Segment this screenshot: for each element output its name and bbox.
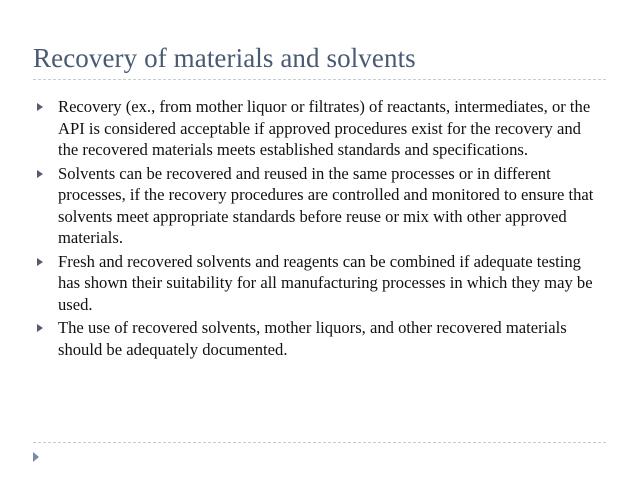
bullet-text: Recovery (ex., from mother liquor or filtrates) of reactants, intermediates, or the API is considered acceptable if approved procedures exist for the recovery and the recovered materials meets established standards and specifications. — [58, 97, 591, 159]
triangle-bullet-icon — [37, 103, 43, 111]
bullet-item — [36, 96, 596, 161]
footer-divider — [33, 442, 606, 443]
bullet-text: Solvents can be recovered and reused in the same processes or in different processes, if the recovery procedures are controlled and monitored to ensure that solvents meet appropriate standards before reuse or mix with other approved materials. — [58, 163, 594, 247]
bullet-item — [36, 251, 596, 316]
bullet-item — [36, 163, 596, 249]
triangle-bullet-icon — [37, 324, 43, 332]
triangle-corner-icon — [33, 452, 39, 462]
triangle-bullet-icon — [37, 170, 43, 178]
title-divider — [33, 79, 606, 80]
bullet-text: Fresh and recovered solvents and reagents can be combined if adequate testing has shown their suitability for all manufacturing processes in which they may be used. — [58, 251, 593, 314]
slide-title: Recovery of materials and solvents — [33, 43, 416, 73]
bullet-text: The use of recovered solvents, mother liquors, and other recovered materials should be adequately documented. — [58, 318, 567, 359]
triangle-bullet-icon — [37, 258, 43, 266]
bullet-list — [36, 96, 596, 362]
bullet-item — [36, 317, 596, 360]
